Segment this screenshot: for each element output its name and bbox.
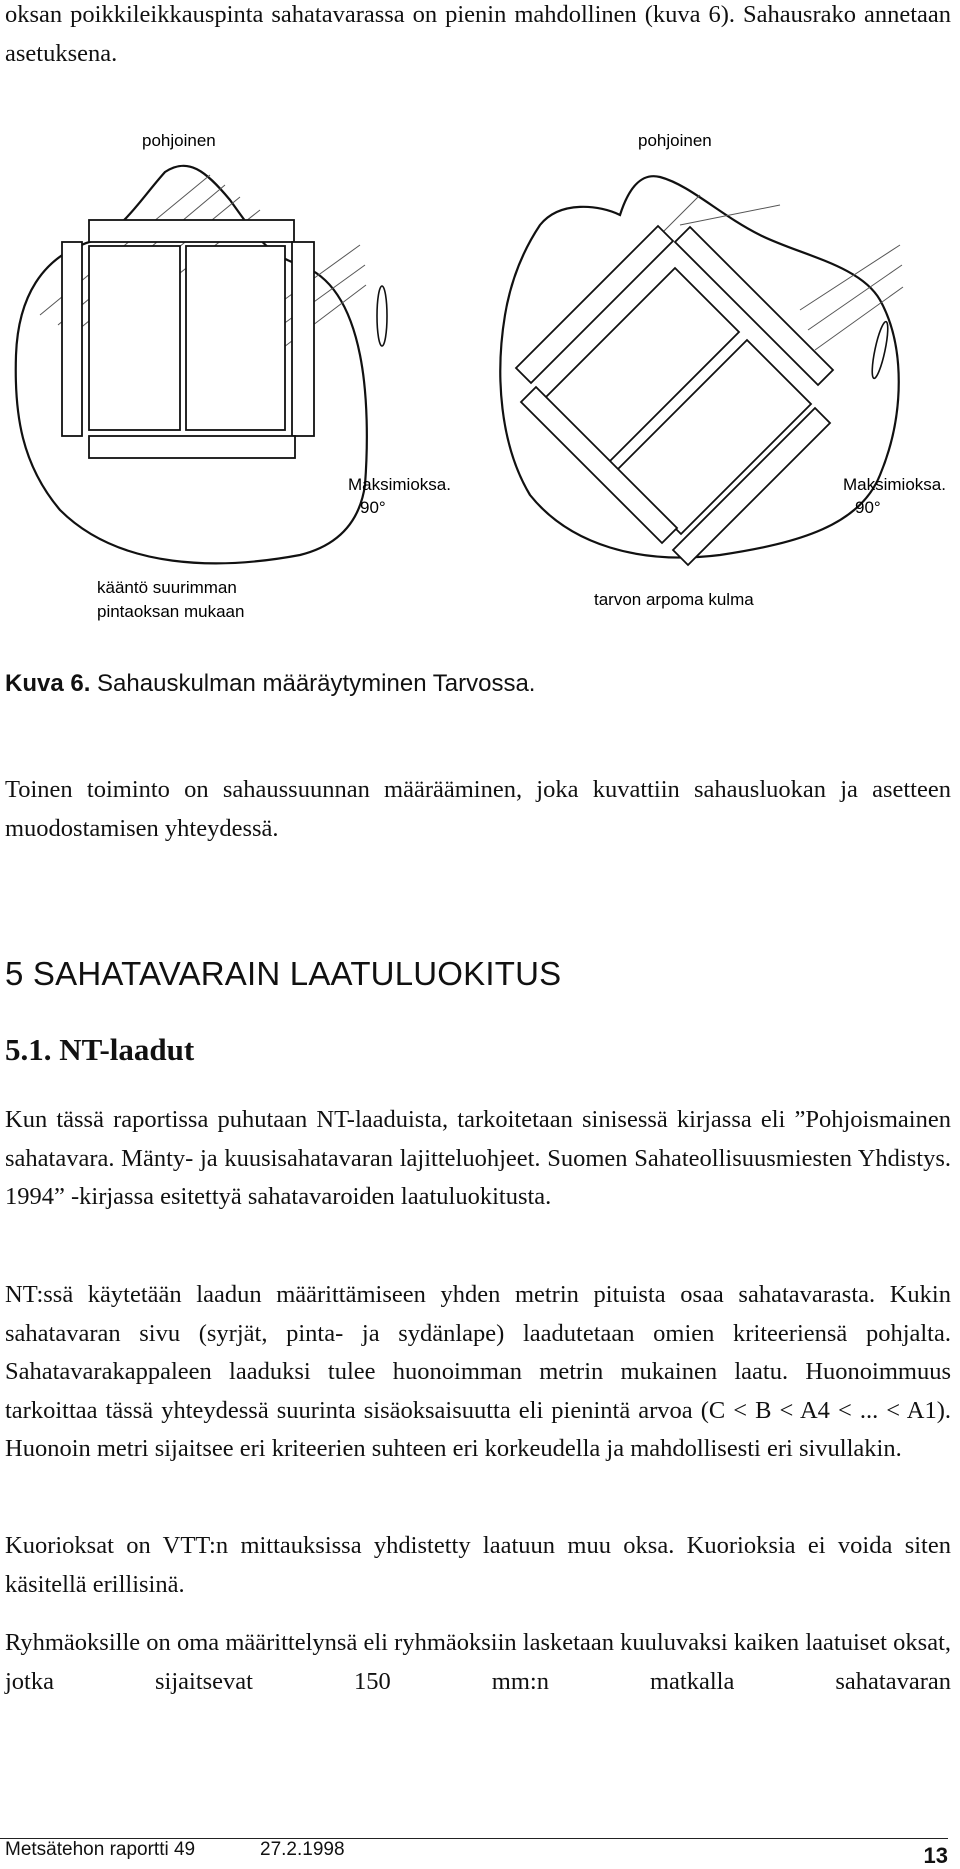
paragraph-sawing-direction: Toinen toiminto on sahaussuunnan määrääminen, joka kuvattiin sahausluokan ja asetteen muodostamisen yhteydessä.	[5, 776, 951, 842]
left-board-top	[89, 220, 294, 242]
chapter-heading: 5 SAHATAVARAIN LAATULUOKITUS	[5, 955, 562, 992]
left-board-side-left	[62, 242, 82, 436]
section-heading: 5.1. NT-laadut	[5, 1032, 195, 1067]
right-grain-line	[815, 287, 903, 350]
footer-date: 27.2.1998	[260, 1839, 345, 1860]
intro-paragraph: oksan poikkileikkauspinta sahatavarassa on pienin mahdollinen (kuva 6). Sahausrako annetaan asetuksena.	[5, 1, 951, 67]
right-rule-label: tarvon arpoma kulma	[594, 590, 754, 609]
paragraph-nt-grades: Kun tässä raportissa puhutaan NT-laaduista, tarkoitetaan sinisessä kirjassa eli ”Pohjoismainen sahatavara. Mänty- ja kuusisahatavaran lajitteluohjeet. Suomen Sahateollisuusmiesten Yhdistys. 1994” -kirjassa esitettyä sahatavaroiden laatuluokitusta.	[5, 1106, 951, 1210]
right-max-knot-label: Maksimioksa.	[843, 475, 946, 494]
left-board-side-right	[292, 242, 314, 436]
left-max-knot-label: Maksimioksa.	[348, 475, 451, 494]
paragraph-group-knots: Ryhmäoksille on oma määrittelynsä eli ryhmäoksiin lasketaan kuuluvaksi kaiken laatuiset oksat, jotka sijaitsevat 150 mm:n matkalla sahatavaran	[5, 1629, 951, 1695]
figure-caption	[5, 669, 535, 699]
left-north-label: pohjoinen	[142, 131, 216, 150]
left-board-center-right	[186, 246, 285, 430]
right-grain-line	[680, 205, 780, 225]
figure-sawing-angle	[0, 115, 960, 635]
paragraph-bark-knots: Kuorioksat on VTT:n mittauksissa yhdistetty laatuun muu oksa. Kuorioksia ei voida siten käsitellä erillisinä.	[5, 1532, 951, 1598]
figure-caption-label: Kuva 6.	[5, 670, 91, 697]
left-board-bottom	[89, 436, 295, 458]
page-number: 13	[923, 1843, 948, 1868]
right-max-knot-angle: 90°	[855, 498, 881, 517]
right-log-diagram	[500, 131, 946, 609]
right-north-label: pohjoinen	[638, 131, 712, 150]
left-log-diagram	[16, 131, 451, 621]
left-max-knot-angle: 90°	[360, 498, 386, 517]
paragraph-grading-rules: NT:ssä käytetään laadun määrittämiseen yhden metrin pituista osaa sahatavarasta. Kukin sahatavaran sivu (syrjät, pinta- ja sydänlape) laadutetaan omien kriteeriensä pohjalta. Sahatavarakappaleen laaduksi tulee huonoimman metrin mukainen laatu. Huonoimmuus tarkoittaa tässä yhteydessä suurinta sisäoksaisuutta eli pienintä arvoa (C < B < A4 < ... < A1). Huonoin metri sijaitsee eri kriteerien suhteen eri korkeudella ja mahdollisesti eri sivullakin.	[5, 1281, 951, 1462]
left-rule-label-line2: pintaoksan mukaan	[97, 602, 245, 621]
right-max-knot	[869, 321, 891, 380]
figure-caption-text: Sahauskulman määräytyminen Tarvossa.	[90, 670, 536, 697]
left-max-knot	[377, 286, 387, 346]
footer-report-name: Metsätehon raportti 49	[5, 1839, 196, 1860]
left-rule-label-line1: kääntö suurimman	[97, 578, 237, 597]
left-board-center-left	[89, 246, 180, 430]
